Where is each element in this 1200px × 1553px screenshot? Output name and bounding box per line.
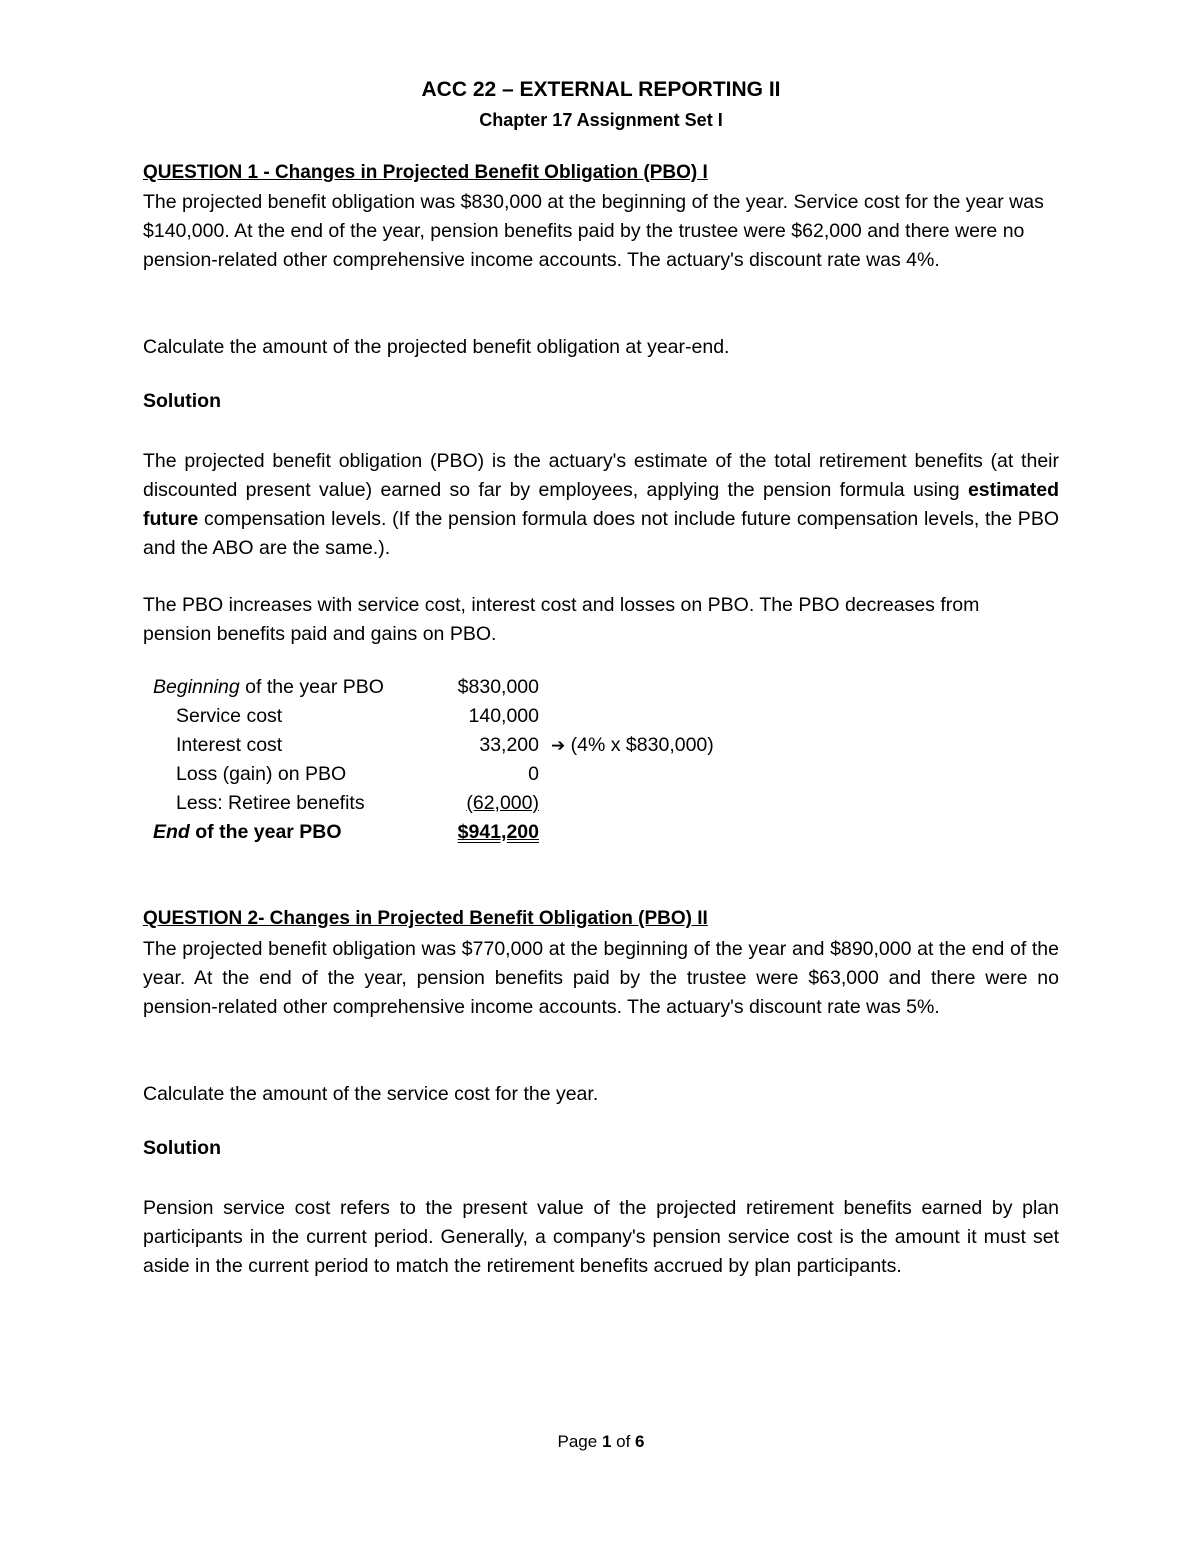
question-2-body: The projected benefit obligation was $770,000 at the beginning of the year and $890,000 at the end of the year. At the end of the year, pension benefits paid by the trustee were $63,000 and there were no pension-related other comprehensive income accounts. The actuary's discount rate was 5%. <box>143 938 1059 1018</box>
calc-beginning-label: Beginning of the year PBO <box>153 676 384 698</box>
calc-beginning-amount: $830,000 <box>457 676 539 698</box>
question-1-heading: QUESTION 1 - Changes in Projected Benefit Obligation (PBO) I <box>143 162 708 183</box>
question-2-heading: QUESTION 2- Changes in Projected Benefit Obligation (PBO) II <box>143 908 708 929</box>
calc-interest-cost-amount: 33,200 <box>479 734 539 756</box>
calc-row-retiree-benefits <box>153 792 753 821</box>
question-1-body: The projected benefit obligation was $830,000 at the beginning of the year. Service cost for the year was $140,000. At the end of the year, pension benefits paid by the trustee were $62,000 and there were no pension-related other comprehensive income accounts. The actuary's discount rate was 4%. <box>143 191 1044 271</box>
pbo-definition <box>143 447 1059 563</box>
page-number: Page 1 of 6 <box>557 1432 645 1451</box>
calc-row-loss-gain <box>153 763 753 792</box>
calc-row-interest-cost <box>153 734 753 763</box>
question-1-solution-label: Solution <box>143 390 221 412</box>
pbo-definition-pre: The projected benefit obligation (PBO) is the actuary's estimate of the total retirement benefits (at their discounted present value) earned so far by employees, applying the pension formula using <box>143 450 1059 501</box>
service-cost-explanation: Pension service cost refers to the present value of the projected retirement benefits earned by plan participants in the current period. Generally, a company's pension service cost is the amount it must set aside in the current period to match the retirement benefits accrued by plan participants. <box>143 1197 1059 1277</box>
document-title: ACC 22 – EXTERNAL REPORTING II <box>421 78 781 101</box>
calc-interest-cost-label: Interest cost <box>176 734 283 756</box>
calc-end-label: End of the year PBO <box>153 821 342 843</box>
calc-row-end <box>153 821 753 850</box>
pbo-changes: The PBO increases with service cost, interest cost and losses on PBO. The PBO decreases from pension benefits paid and gains on PBO. <box>143 594 980 645</box>
calc-service-cost-amount: 140,000 <box>468 705 539 727</box>
calc-end-amount: $941,200 <box>457 821 539 843</box>
calc-retiree-benefits-label: Less: Retiree benefits <box>176 792 365 814</box>
pbo-definition-post: compensation levels. (If the pension formula does not include future compensation levels, the PBO and the ABO are the same.). <box>143 508 1059 559</box>
question-1-task: Calculate the amount of the projected benefit obligation at year-end. <box>143 336 730 358</box>
calc-row-service-cost <box>153 705 753 734</box>
document-subtitle: Chapter 17 Assignment Set I <box>479 110 723 130</box>
calc-service-cost-label: Service cost <box>176 705 283 727</box>
calc-row-beginning <box>153 676 753 705</box>
calc-interest-note: ➔ (4% x $830,000) <box>551 734 714 756</box>
calc-loss-gain-amount: 0 <box>528 763 539 785</box>
pbo-definition-bold: estimated future <box>143 479 1059 530</box>
document-page <box>143 0 1059 1553</box>
question-2-solution-label: Solution <box>143 1137 221 1159</box>
question-2-task: Calculate the amount of the service cost for the year. <box>143 1083 599 1105</box>
calc-loss-gain-label: Loss (gain) on PBO <box>176 763 347 785</box>
calc-retiree-benefits-amount: (62,000) <box>466 792 539 814</box>
arrow-right-icon: ➔ <box>551 736 566 756</box>
